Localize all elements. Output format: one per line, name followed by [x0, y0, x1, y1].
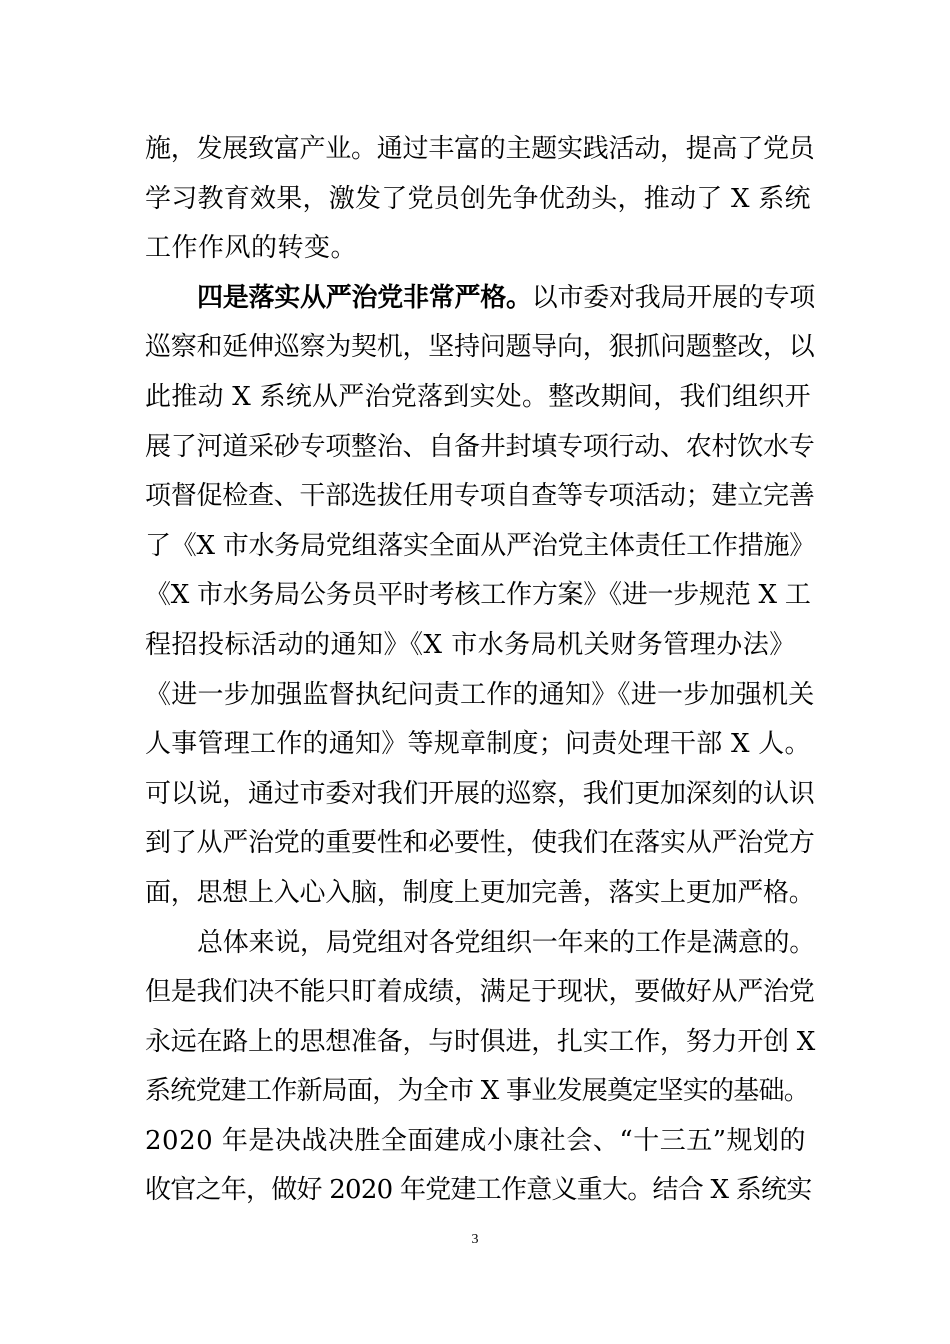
text-line: 学习教育效果，激发了党员创先争优劲头，推动了 X 系统 — [145, 183, 811, 214]
text-line: 展了河道采砂专项整治、自备井封填专项行动、农村饮水专 — [145, 431, 815, 462]
section-heading: 四是落实从严治党非常严格。 — [197, 282, 532, 313]
text-line: 系统党建工作新局面，为全市 X 事业发展奠定坚实的基础。 — [145, 1076, 810, 1107]
text-line: 人事管理工作的通知》等规章制度；问责处理干部 X 人。 — [145, 729, 811, 760]
text-line: 工作作风的转变。 — [145, 233, 358, 264]
text-line: 2020 年是决战决胜全面建成小康社会、“十三五”规划的 — [145, 1125, 807, 1156]
text-line: 到了从严治党的重要性和必要性，使我们在落实从严治党方 — [145, 828, 815, 859]
text-line-continuation: 以市委对我局开展的专项 — [531, 282, 816, 313]
text-line: 施，发展致富产业。通过丰富的主题实践活动，提高了党员 — [145, 134, 815, 164]
text-line: 可以说，通过市委对我们开展的巡察，我们更加深刻的认识 — [145, 778, 815, 809]
text-line: 了《X 市水务局党组落实全面从严治党主体责任工作措施》 — [145, 530, 816, 561]
body-text — [145, 125, 815, 1216]
text-line: 程招投标活动的通知》《X 市水务局机关财务管理办法》 — [145, 629, 796, 660]
text-line: 面，思想上入心入脑，制度上更加完善，落实上更加严格。 — [145, 877, 815, 908]
text-line: 《进一步加强监督执纪问责工作的通知》《进一步加强机关 — [145, 679, 815, 710]
text-line: 此推动 X 系统从严治党落到实处。整改期间，我们组织开 — [145, 381, 811, 412]
text-line: 巡察和延伸巡察为契机，坚持问题导向，狠抓问题整改，以 — [145, 332, 815, 363]
text-line: 《X 市水务局公务员平时考核工作方案》《进一步规范 X 工 — [145, 580, 811, 611]
text-line: 但是我们决不能只盯着成绩，满足于现状，要做好从严治党 — [145, 977, 815, 1008]
text-line: 永远在路上的思想准备，与时俱进，扎实工作，努力开创 X — [145, 1026, 816, 1057]
page-number: 3 — [471, 1232, 479, 1247]
text-line: 项督促检查、干部选拔任用专项自查等专项活动；建立完善 — [145, 481, 815, 512]
section-heading-line — [145, 274, 815, 324]
text-line: 总体来说，局党组对各党组织一年来的工作是满意的。 — [197, 927, 816, 958]
text-line: 收官之年，做好 2020 年党建工作意义重大。结合 X 系统实 — [145, 1175, 812, 1206]
